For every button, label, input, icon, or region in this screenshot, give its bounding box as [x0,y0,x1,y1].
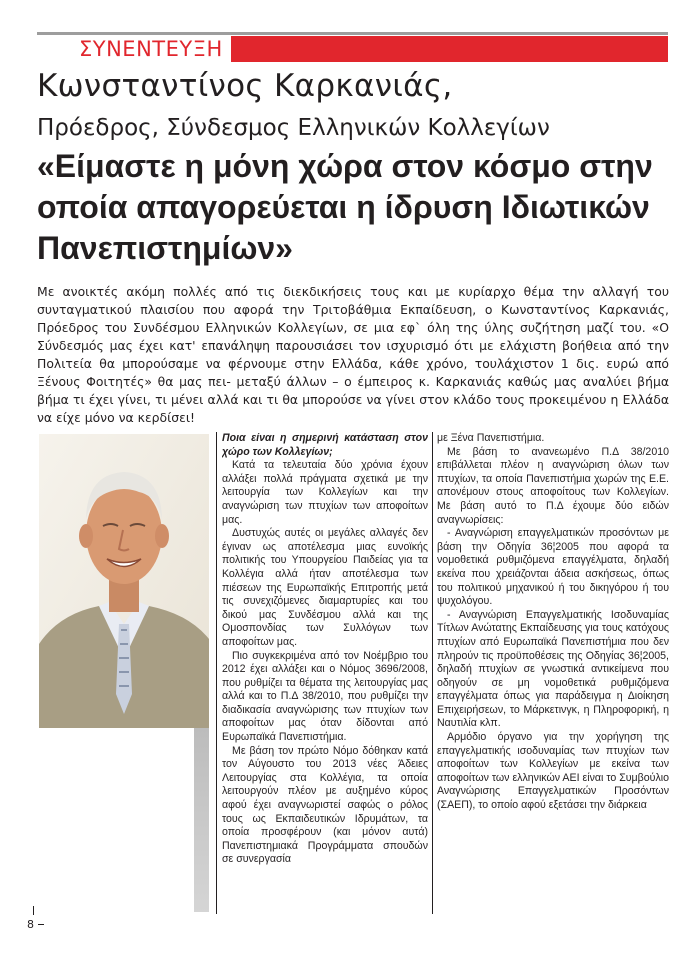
article-paragraph: - Αναγνώριση επαγγελματικών προσόντων με βάση την Οδηγία 36¦2005 που αφορά τα νομοθετικά ρυθμιζόμενα επαγγέλματα, δηλαδή εκείνα που χρειάζονται άδεια ασκήσεως, όπως του πολιτικού μηχανικού ή του δικηγόρου ή του ψυχολόγου. [437,527,669,608]
article-paragraph: Κατά τα τελευταία δύο χρόνια έχουν αλλάξει πολλά πράγματα σχετικά με την λειτουργία των Κολλεγίων και την αναγνώριση των πτυχίων των αποφοίτων μας. [222,459,428,526]
interviewee-name: Κωνσταντίνος Καρκανιάς, [37,68,453,104]
article-paragraph: - Αναγνώριση Επαγγελματικής Ισοδυναμίας Τίτλων Ανώτατης Εκπαίδευσης για τους κατόχους πτυχίων από Ευρωπαϊκά Πανεπιστήμια που δεν πληρούν τις προϋποθέσεις της Οδηγίας 36¦2005, δηλαδή πτυχίων σε γνωστικά αντικείμενα που οδηγούν σε μη νομοθετικά ρυθμιζόμενα επαγγέλματα όπως για παράδειγμα η Διοίκηση Επιχειρήσεων, το Μάρκετινγκ, η Πληροφορική, η Ναυτιλία κλπ. [437,608,669,730]
article-column-2 [437,432,669,912]
section-bar [37,36,668,62]
headline: «Είμαστε η μόνη χώρα στον κόσμο στην οποία απαγορεύεται η ίδρυση Ιδιωτικών Πανεπιστημίων» [37,148,653,266]
article-paragraph: Με βάση το ανανεωμένο Π.Δ 38/2010 επιβάλλεται πλέον η αναγνώριση όλων των πτυχίων, τα οποία Πανεπιστήμια χωρών της Ε.Ε. απονέμουν στους αποφοίτους των Κολλεγίων. Με βάση αυτό το Π.Δ έχουμε δύο ειδών αναγνωρίσεις: [437,445,669,526]
article-paragraph: Πιο συγκεκριμένα από τον Νοέμβριο του 2012 έχει αλλάξει και ο Νόμος 3696/2008, που ρυθμίζει τα θέματα της λειτουργίας μας αλλά και το Π.Δ 38/2010, που ρυθμίζει την διαδικασία αναγνώρισης των πτυχίων των αποφοίτων μας όταν δίδονται από Ευρωπαϊκά Πανεπιστήμια. [222,649,428,744]
article-paragraph: Με βάση τον πρώτο Νόμο δόθηκαν κατά τον Αύγουστο του 2013 νέες Άδειες Λειτουργίας στα Κολλέγια, τα οποία λειτουργούν πλέον με αυξημένο κύρος αφού έχει αναγνωριστεί σαφώς ο ρόλος τους ως Εκπαιδευτικών Ιδρυμάτων, τα οποία προσφέρουν (και μόνον αυτά) Πανεπιστημιακά Προγράμματα σπουδών σε συνεργασία [222,744,428,866]
page-marker [33,906,34,915]
article-paragraph: Αρμόδιο όργανο για την χορήγηση της επαγγελματικής ισοδυναμίας των πτυχίων των αποφοίτων των Κολλεγίων με εκείνα των αποφοίτων των ελληνικών ΑΕΙ είναι το Συμβούλιο Αναγνώρισης Επαγγελματικών Προσόντων (ΣΑΕΠ), το οποίο αφού εξετάσει την διάρκεια [437,731,669,812]
photo-caption-strip [194,728,209,912]
section-label-text: ΣΥΝΕΝΤΕΥΞΗ [79,37,223,61]
section-label [37,36,231,62]
page-marker-dash [38,924,44,925]
interview-question: Ποια είναι η σημερινή κατάσταση στον χώρο των Κολλεγίων; [222,432,428,458]
portrait-photo [39,434,209,728]
intro-paragraph: Με ανοικτές ακόμη πολλές από τις διεκδικήσεις τους και με κυρίαρχο θέμα την αλλαγή του συνταγματικού πλαισίου που αφορά την Τριτοβάθμια Εκπαίδευση, ο Κωνσταντίνος Καρκανιάς, Πρόεδρος του Συνδέσμου Ελληνικών Κολλεγίων, σε μια εφ` όλη της ύλης συζήτηση μαζί του. «Ο Σύνδεσμός μας έχει κατ' επανάληψη παρουσιάσει τον ισχυρισμό ότι με ελάχιστη βοήθεια από την Πολιτεία θα μπορούσαμε να φέρνουμε στην Ελλάδα, κάθε χρόνο, τουλάχιστον 1 δις. ευρώ από Ξένους Φοιτητές» θα μας πει- μεταξύ άλλων – ο έμπειρος κ. Καρκανιάς καθώς μας αναλύει βήμα βήμα τι έχει γίνει, τι μένει αλλά και τι θα μπορούσε να γίνει στον κλάδο τους προκειμένου η Ελλάδα να είχε μόνο να κερδίσει! [37,284,669,425]
article-paragraph: με Ξένα Πανεπιστήμια. [437,432,545,444]
column-rule [216,432,217,914]
article-paragraph: Δυστυχώς αυτές οι μεγάλες αλλαγές δεν έγιναν ως αποτέλεσμα μιας ευνοϊκής πολιτικής του Υπουργείου Παιδείας για τα Κολλέγια αλλά ήταν αποτέλεσμα των πιέσεων της Ευρωπαϊκής Επιτροπής μετά τις συνεχιζόμενες διαμαρτυρίες και του δικού μας Συνδέσμου αλλά και της Ομοσπονδίας των Συλλόγων των αποφοίτων μας. [222,527,428,648]
column-rule [432,432,433,914]
portrait-illustration [39,434,209,728]
page-number: 8 [27,918,34,931]
article-column-1 [222,432,428,912]
top-rule [37,32,668,35]
interviewee-role: Πρόεδρος, Σύνδεσμος Ελληνικών Κολλεγίων [37,115,550,141]
